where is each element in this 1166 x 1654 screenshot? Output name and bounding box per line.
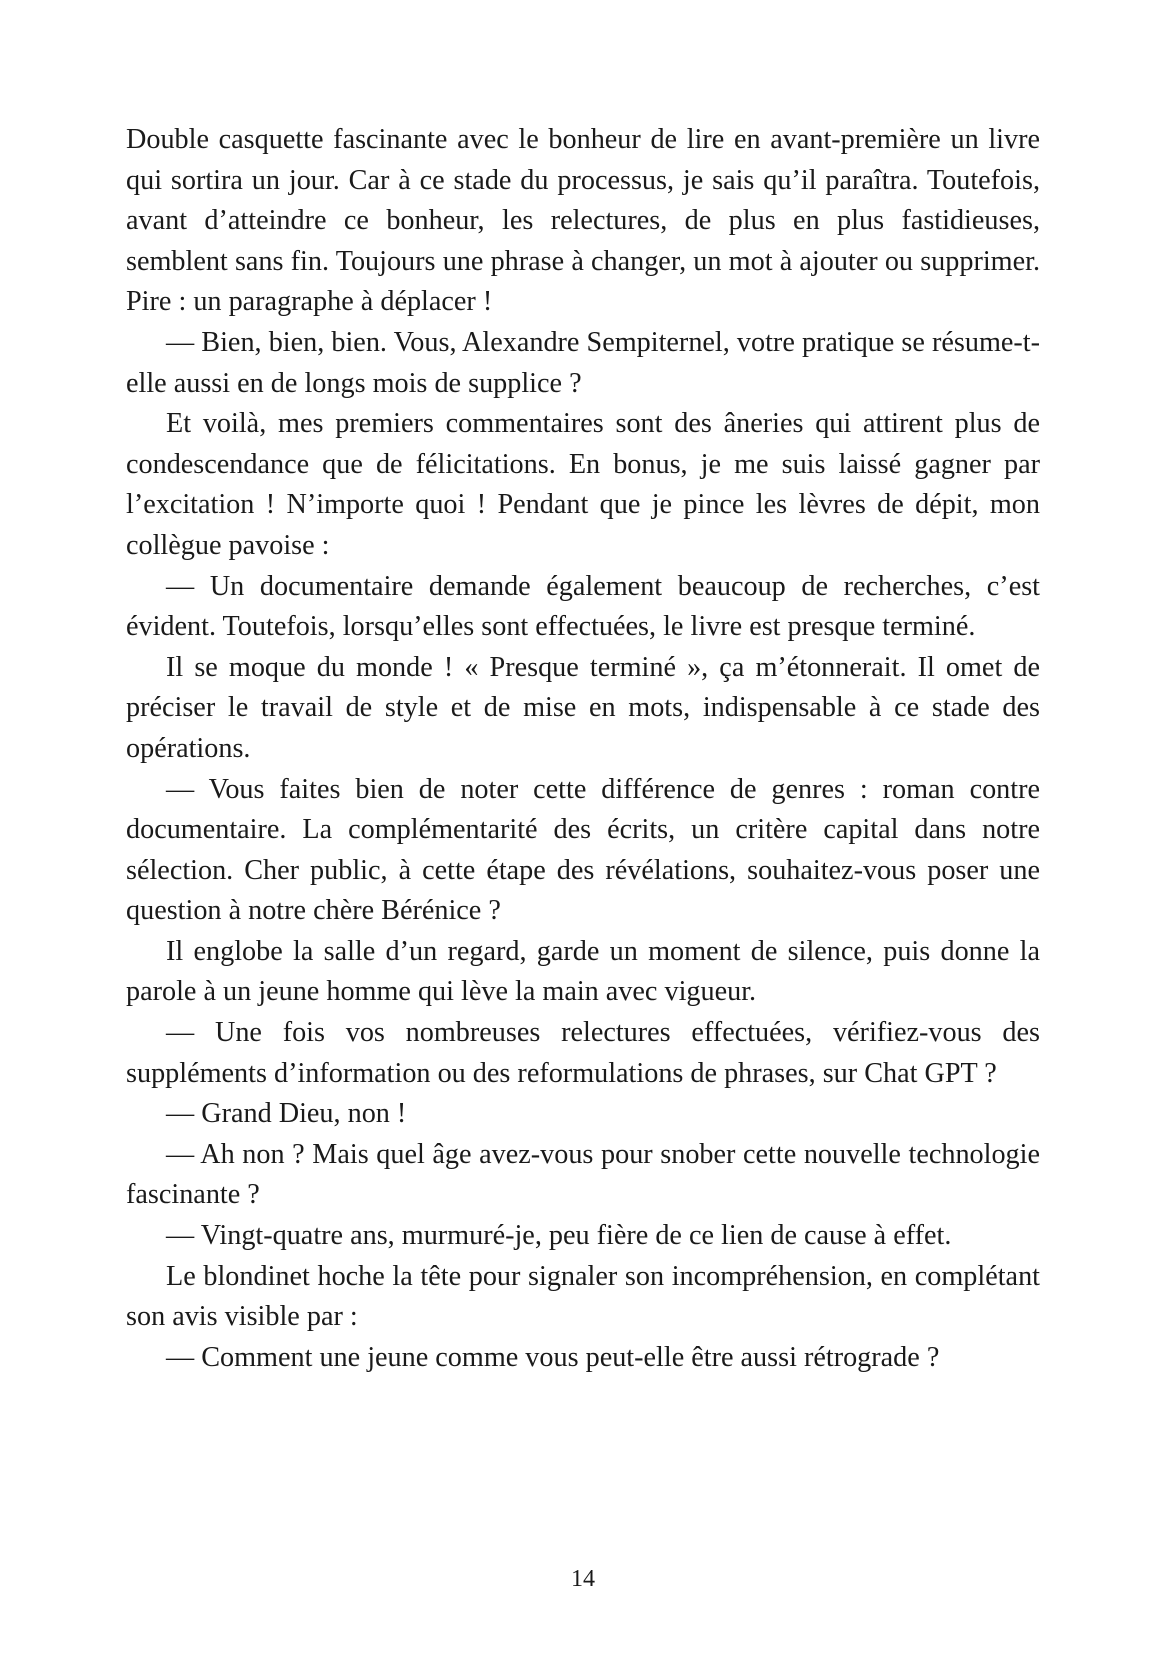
paragraph-dialogue: — Bien, bien, bien. Vous, Alexandre Sempiternel, votre pratique se résume-t-elle aussi en de longs mois de supplice ? [126, 326, 1040, 399]
body-text [126, 120, 1040, 1378]
paragraph: Il englobe la salle d’un regard, garde un moment de silence, puis donne la parole à un jeune homme qui lève la main avec vigueur. [126, 935, 1040, 1008]
paragraph-dialogue: — Grand Dieu, non ! [166, 1098, 407, 1130]
paragraph: Et voilà, mes premiers commentaires sont des âneries qui attirent plus de condescendance que de félicitations. En bonus, je me suis laissé gagner par l’excitation ! N’importe quoi ! Pendant que je pince les lèvres de dépit, mon collègue pavoise : [126, 408, 1040, 561]
page-number: 14 [571, 1566, 595, 1592]
paragraph: Il se moque du monde ! « Presque terminé », ça m’étonnerait. Il omet de préciser le travail de style et de mise en mots, indispensable à ce stade des opérations. [126, 651, 1040, 764]
paragraph: Double casquette fascinante avec le bonheur de lire en avant-première un livre qui sortira un jour. Car à ce stade du processus, je sais qu’il paraîtra. Toutefois, avant d’atteindre ce bonheur, les relectures, de plus en plus fastidieuses, semblent sans fin. Toujours une phrase à changer, un mot à ajouter ou supprimer. Pire : un paragraphe à déplacer ! [126, 124, 1040, 318]
paragraph-dialogue: — Ah non ? Mais quel âge avez-vous pour snober cette nouvelle technologie fascinante ? [126, 1138, 1040, 1211]
paragraph: Le blondinet hoche la tête pour signaler son incompréhension, en complétant son avis visible par : [126, 1260, 1040, 1333]
paragraph-dialogue: — Une fois vos nombreuses relectures effectuées, vérifiez-vous des suppléments d’information ou des reformulations de phrases, sur Chat GPT ? [126, 1017, 1040, 1089]
paragraph-dialogue: — Vingt-quatre ans, murmuré-je, peu fière de ce lien de cause à effet. [166, 1220, 952, 1252]
paragraph-dialogue: — Vous faites bien de noter cette différence de genres : roman contre documentaire. La complémentarité des écrits, un critère capital dans notre sélection. Cher public, à cette étape des révélations, souhaitez-vous poser une question à notre chère Bérénice ? [126, 773, 1040, 927]
paragraph-dialogue: — Comment une jeune comme vous peut-elle être aussi rétrograde ? [166, 1341, 940, 1373]
paragraph-dialogue: — Un documentaire demande également beaucoup de recherches, c’est évident. Toutefois, lorsqu’elles sont effectuées, le livre est presque terminé. [126, 570, 1040, 643]
